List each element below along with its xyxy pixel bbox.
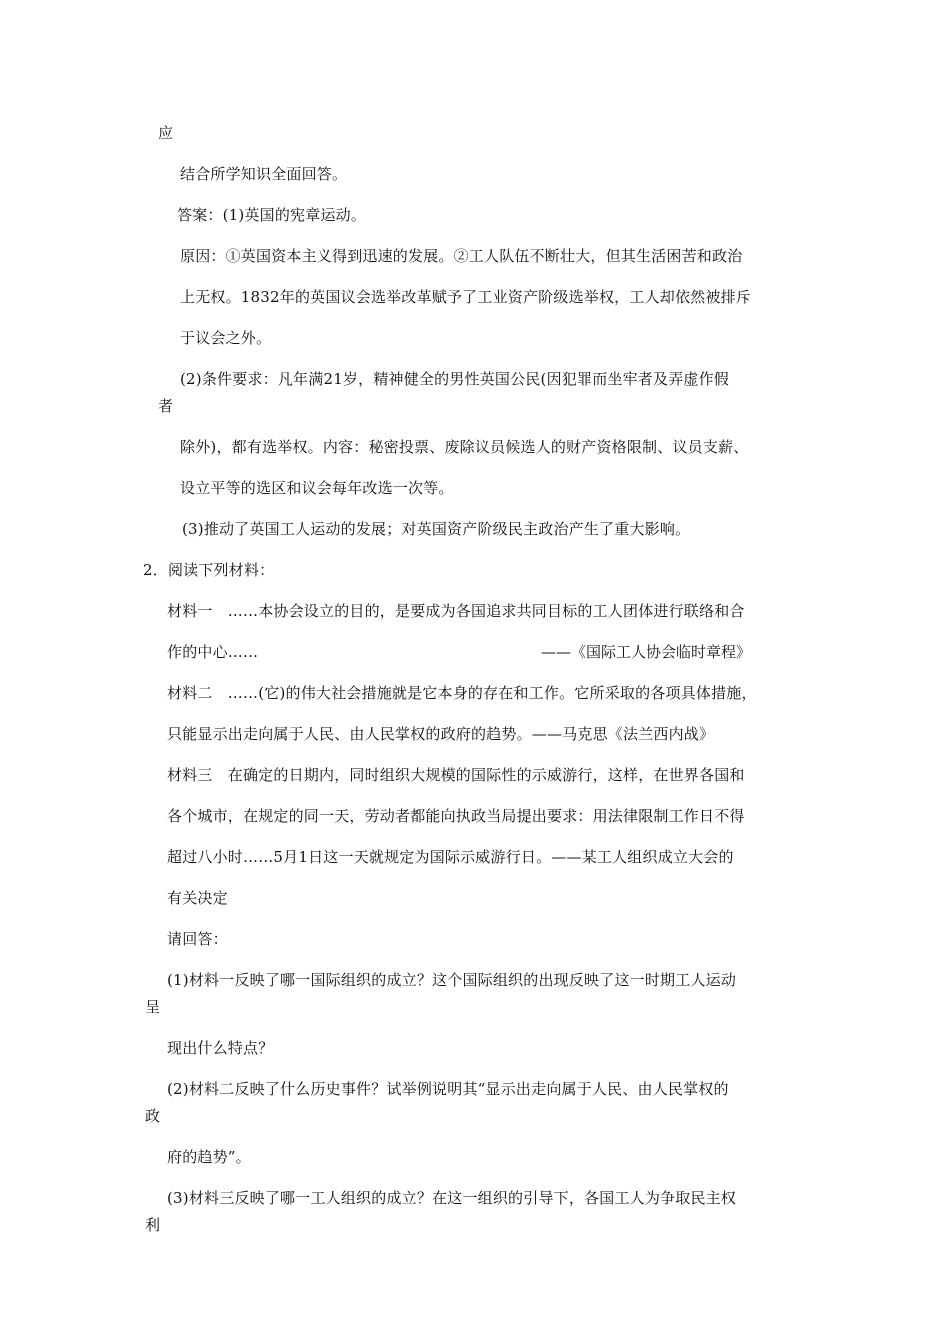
- citation: ——《国际工人协会临时章程》: [541, 643, 752, 661]
- text-line: 应: [158, 124, 174, 142]
- material-line: 材料三 在确定的日期内，同时组织大规模的国际性的示威游行，这样，在世界各国和: [167, 766, 745, 784]
- question-line: 利: [145, 1216, 161, 1234]
- text-line: 于议会之外。: [180, 329, 272, 347]
- question-line: 呈: [145, 998, 161, 1016]
- text-line: 原因：①英国资本主义得到迅速的发展。②工人队伍不断壮大，但其生活困苦和政治: [180, 247, 743, 265]
- text-line: 设立平等的选区和议会每年改选一次等。: [180, 479, 454, 497]
- text-line: 除外)，都有选举权。内容：秘密投票、废除议员候选人的财产资格限制、议员支薪、: [180, 438, 749, 456]
- text-line: 结合所学知识全面回答。: [180, 165, 348, 183]
- prompt-line: 请回答：: [167, 930, 228, 948]
- material-line: 材料二 ……(它)的伟大社会措施就是它本身的存在和工作。它所采取的各项具体措施，: [167, 684, 757, 702]
- material-line: 材料一 ……本协会设立的目的，是要成为各国追求共同目标的工人团体进行联络和合: [167, 602, 745, 620]
- text-line: 答案：(1)英国的宪章运动。: [177, 206, 367, 224]
- question-line: 府的趋势”。: [167, 1148, 251, 1166]
- text-line: 者: [158, 397, 174, 415]
- text-line: (3)推动了英国工人运动的发展；对英国资产阶级民主政治产生了重大影响。: [182, 520, 691, 538]
- question-line: (1)材料一反映了哪一国际组织的成立？这个国际组织的出现反映了这一时期工人运动: [167, 971, 737, 989]
- question-line: (2)材料二反映了什么历史事件？试举例说明其“显示出走向属于人民、由人民掌权的: [167, 1080, 729, 1098]
- material-line: 各个城市，在规定的同一天，劳动者都能向执政当局提出要求：用法律限制工作日不得: [167, 807, 745, 825]
- question-line: 现出什么特点？: [167, 1039, 274, 1057]
- question-heading: 2．阅读下列材料：: [143, 561, 275, 579]
- text-line: 上无权。1832年的英国议会选举改革赋予了工业资产阶级选举权，工人却依然被排斥: [180, 288, 751, 306]
- text-line: (2)条件要求：凡年满21岁，精神健全的男性英国公民(因犯罪而坐牢者及弄虚作假: [180, 370, 729, 388]
- material-line: 超过八小时……5月1日这一天就规定为国际示威游行日。——某工人组织成立大会的: [167, 848, 734, 866]
- material-line: 只能显示出走向属于人民、由人民掌权的政府的趋势。——马克思《法兰西内战》: [167, 725, 715, 743]
- question-line: 政: [145, 1107, 161, 1125]
- material-line: 作的中心……: [167, 643, 259, 661]
- material-line: 有关决定: [167, 889, 228, 907]
- question-line: (3)材料三反映了哪一工人组织的成立？在这一组织的引导下，各国工人为争取民主权: [167, 1189, 737, 1207]
